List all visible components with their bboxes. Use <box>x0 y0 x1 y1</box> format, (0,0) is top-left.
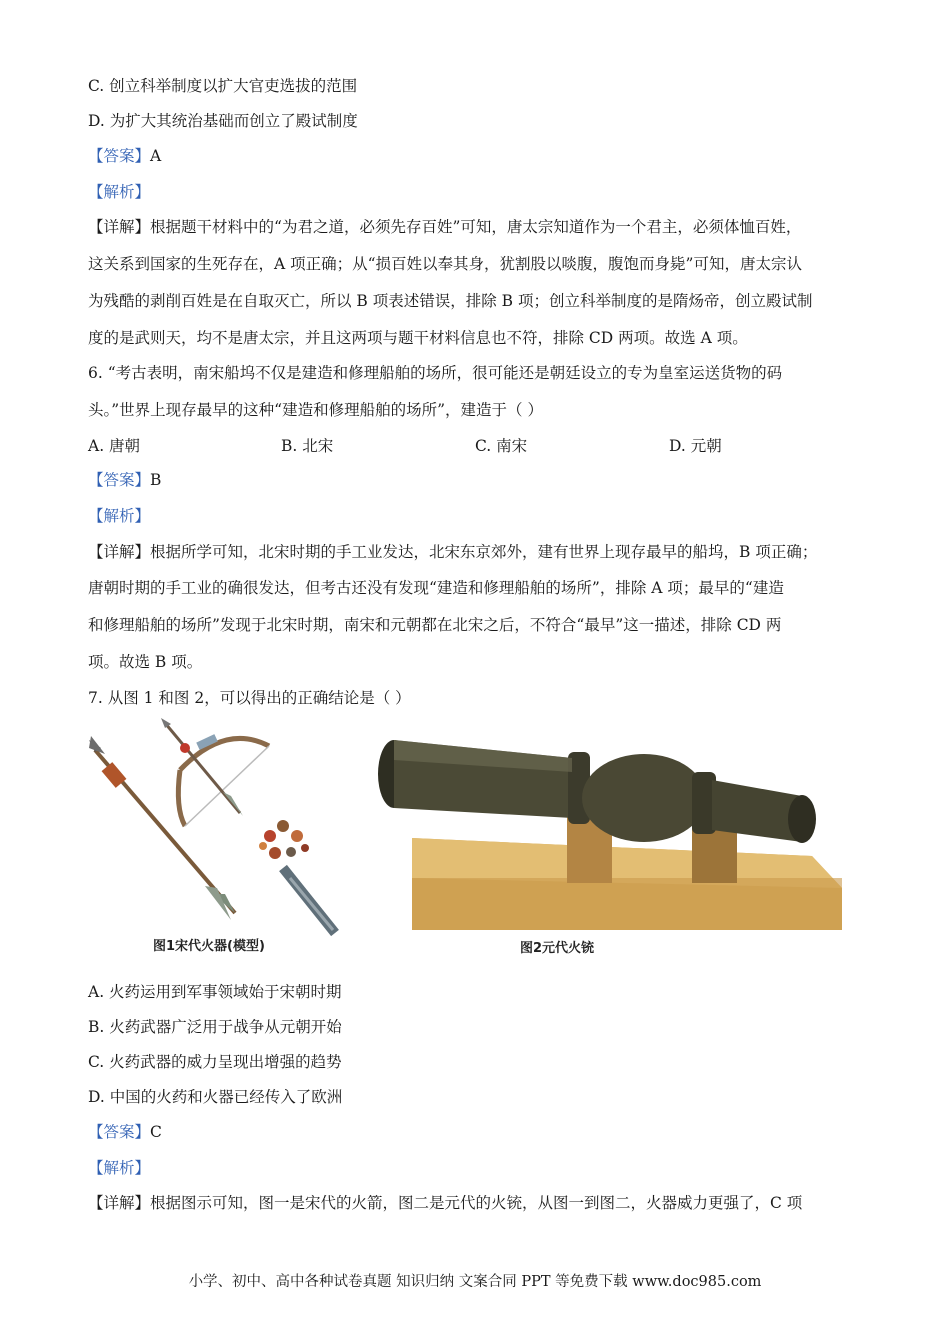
answer-value: B <box>150 471 162 489</box>
fire-tube-icon <box>259 820 335 933</box>
page-footer: 小学、初中、高中各种试卷真题 知识归纳 文案合同 PPT 等免费下载 www.doc985.com <box>188 1274 762 1290</box>
q6-answer <box>88 470 161 490</box>
q7-answer <box>88 1122 162 1142</box>
figure1-caption: 图1宋代火器(模型) <box>153 939 265 954</box>
answer-tag: 【答案】 <box>88 147 151 165</box>
q7-option-b: B. 火药武器广泛用于战争从元朝开始 <box>88 1018 342 1036</box>
q5-option-c: C. 创立科举制度以扩大官吏选拔的范围 <box>88 77 358 95</box>
q6-option-c: C. 南宋 <box>475 437 528 455</box>
q6-analysis-tag: 【解析】 <box>88 507 151 525</box>
q5-detail-line: 为残酷的剥削百姓是在自取灭亡，所以 B 项表述错误，排除 B 项；创立科举制度的是隋炀帝，创立殿试制 <box>88 292 813 310</box>
bow-icon <box>161 718 269 826</box>
q7-stem: 7. 从图 1 和图 2，可以得出的正确结论是（ ） <box>88 689 411 707</box>
q7-option-a: A. 火药运用到军事领域始于宋朝时期 <box>88 983 342 1001</box>
q5-detail-line: 这关系到国家的生死存在，A 项正确；从“损百姓以奉其身，犹割股以啖腹，腹饱而身毙”可知，唐太宗认 <box>88 255 802 273</box>
q6-option-d: D. 元朝 <box>669 437 722 455</box>
answer-value: A <box>150 147 162 165</box>
q6-option-a: A. 唐朝 <box>88 437 141 455</box>
q6-detail-line: 【详解】根据所学可知，北宋时期的手工业发达，北宋东京郊外，建有世界上现存最早的船坞，B 项正确； <box>88 543 818 561</box>
q7-analysis-tag: 【解析】 <box>88 1159 151 1177</box>
q7-detail-line: 【详解】根据图示可知，图一是宋代的火箭，图二是元代的火铳，从图一到图二，火器威力更强了，C 项 <box>88 1194 803 1212</box>
q6-detail-line: 和修理船舶的场所”发现于北宋时期，南宋和元朝都在北宋之后，不符合“最早”这一描述，排除 CD 两 <box>88 616 782 634</box>
q5-answer <box>88 146 161 166</box>
detail-tag: 【详解】 <box>88 543 151 561</box>
detail-tag: 【详解】 <box>88 218 151 236</box>
answer-tag: 【答案】 <box>88 1123 151 1141</box>
q6-stem-line: 头。”世界上现存最早的这种“建造和修理船舶的场所”，建造于（ ） <box>88 401 543 419</box>
figure2-cannon-image <box>372 738 850 936</box>
figure2-caption: 图2元代火铳 <box>520 941 595 956</box>
q6-detail-line: 唐朝时期的手工业的确很发达，但考古还没有发现“建造和修理船舶的场所”，排除 A 项；最早的“建造 <box>88 579 784 597</box>
fire-arrow-icon <box>89 736 235 920</box>
figure1-fire-weapons-image <box>85 718 355 940</box>
q6-detail-line: 项。故选 B 项。 <box>88 653 203 671</box>
q5-option-d: D. 为扩大其统治基础而创立了殿试制度 <box>88 112 358 130</box>
q6-stem-line: 6. “考古表明，南宋船坞不仅是建造和修理船舶的场所，很可能还是朝廷设立的专为皇室运送货物的码 <box>88 364 783 382</box>
q5-detail-line: 度的是武则天，均不是唐太宗，并且这两项与题干材料信息也不符，排除 CD 两项。故选 A 项。 <box>88 329 748 347</box>
q6-option-b: B. 北宋 <box>281 437 334 455</box>
q5-detail-line: 【详解】根据题干材料中的“为君之道，必须先存百姓”可知，唐太宗知道作为一个君主，必须体恤百姓， <box>88 218 802 236</box>
answer-tag: 【答案】 <box>88 471 151 489</box>
q7-option-c: C. 火药武器的威力呈现出增强的趋势 <box>88 1053 342 1071</box>
detail-tag: 【详解】 <box>88 1194 151 1212</box>
q5-analysis-tag: 【解析】 <box>88 183 151 201</box>
answer-value: C <box>150 1123 162 1141</box>
q7-option-d: D. 中国的火药和火器已经传入了欧洲 <box>88 1088 343 1106</box>
